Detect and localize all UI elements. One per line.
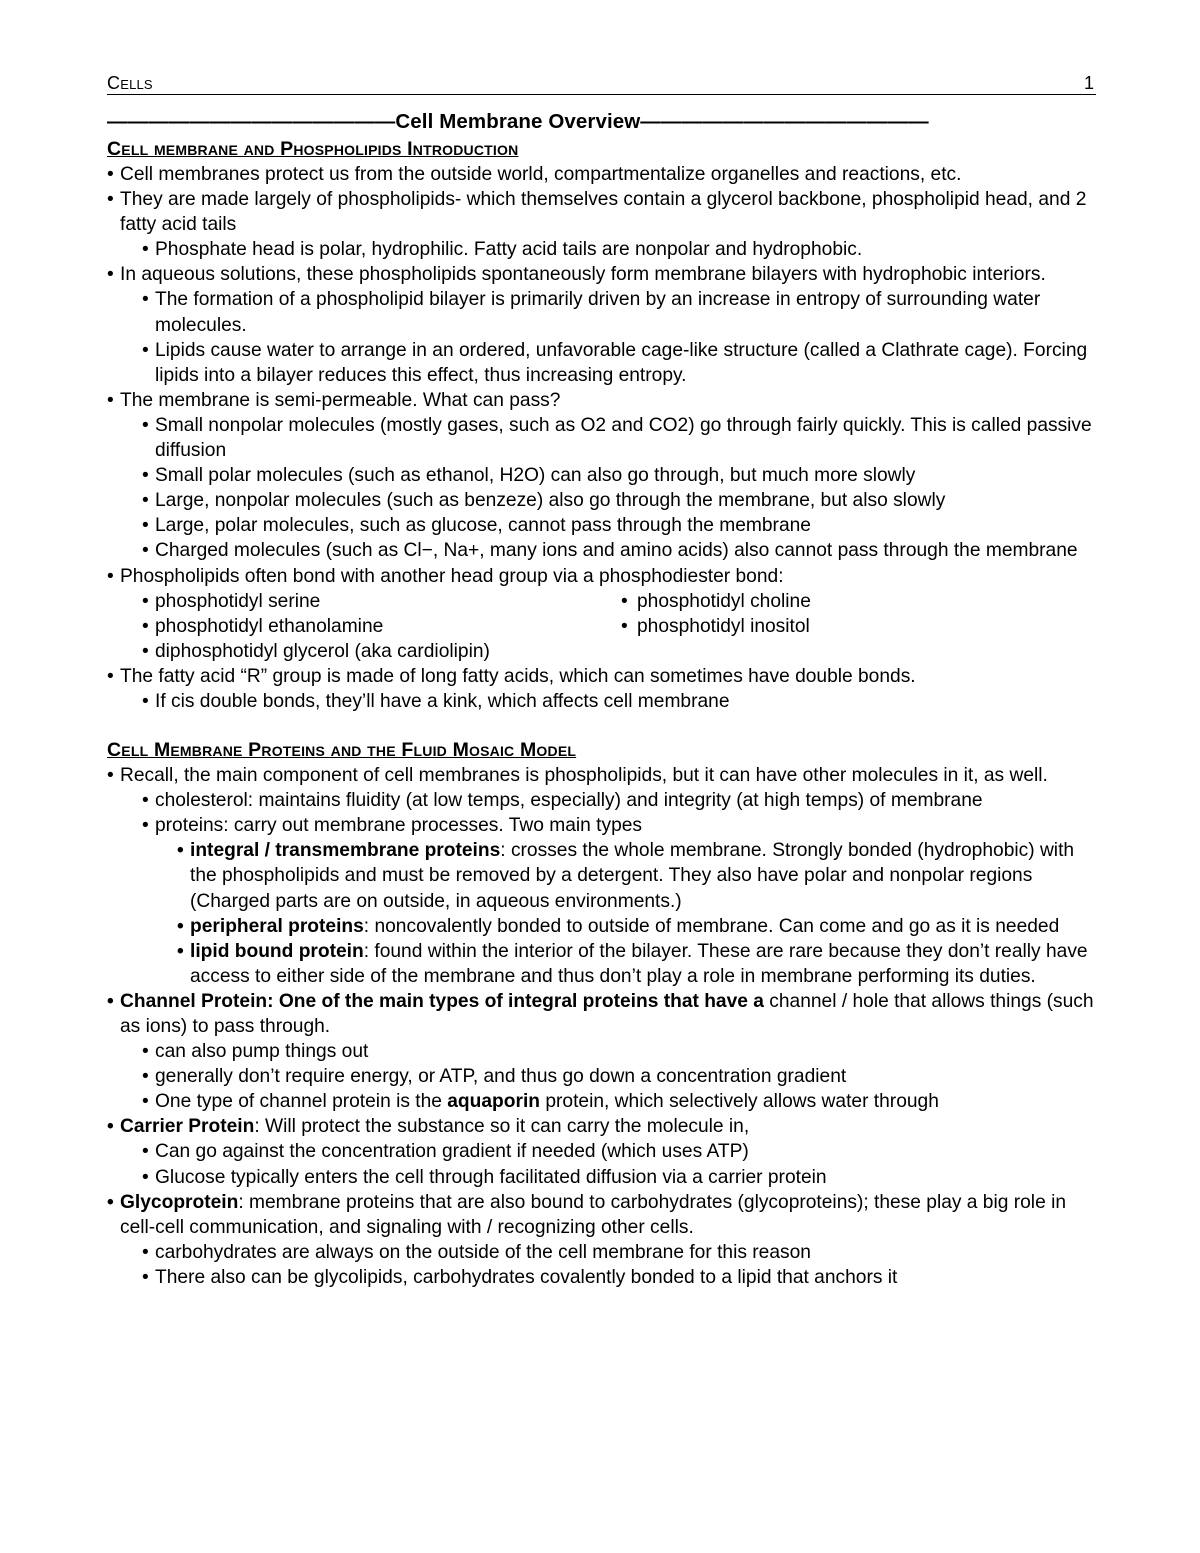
bullet-icon: • <box>142 590 149 612</box>
list-item: • In aqueous solutions, these phospholipids spontaneously form membrane bilayers with hydrophobic interiors. <box>107 262 1102 287</box>
list-item: • Recall, the main component of cell membranes is phospholipids, but it can have other molecules in it, as well. <box>107 763 1102 788</box>
bullet-icon: • <box>107 389 114 411</box>
bullet-icon: • <box>142 515 149 537</box>
list-item: • Phospholipids often bond with another head group via a phosphodiester bond: <box>107 564 1102 589</box>
bullet-icon: • <box>142 490 149 512</box>
bullet-icon: • <box>142 690 149 712</box>
bullet-icon: • <box>107 164 114 185</box>
list-item: • integral / transmembrane proteins: crosses the whole membrane. Strongly bonded (hydrophobic) with the phospholipids and must be removed by a detergent. They also have polar and nonpolar regions (Charged parts are on outside, in aqueous environments.) <box>177 840 1075 912</box>
term-peripheral: peripheral proteins <box>190 915 364 937</box>
list-item: • carbohydrates are always on the outside of the cell membrane for this reason <box>107 1240 1102 1265</box>
bullet-icon: • <box>142 1066 149 1088</box>
list-item: • The fatty acid “R” group is made of long fatty acids, which can sometimes have double bonds. <box>107 664 1102 689</box>
bullet-icon: • <box>142 1166 149 1188</box>
bullet-icon: • <box>142 465 149 487</box>
term-integral: integral / transmembrane proteins <box>190 840 501 862</box>
bullet-icon: • <box>142 289 149 311</box>
list-item: • lipid bound protein: found within the interior of the bilayer. These are rare because they don’t really have access to either side of the membrane and thus don’t play a role in membrane performing its duties. <box>177 940 1088 987</box>
list-item: • Charged molecules (such as Cl−, Na+, many ions and amino acids) also cannot pass through the membrane <box>107 538 1102 563</box>
section-heading-membrane-proteins: Cell Membrane Proteins and the Fluid Mosaic Model <box>107 739 577 762</box>
document-title: ——————————————Cell Membrane Overview—————————————— <box>107 110 929 133</box>
bullet-icon: • <box>107 765 114 787</box>
bullet-icon: • <box>107 1116 114 1138</box>
list-item: • Channel Protein: One of the main types of integral proteins that have a channel / hole that allows things (such as ions) to pass through. <box>107 990 1094 1037</box>
page-number: 1 <box>1083 73 1094 93</box>
bullet-icon: • <box>142 339 149 361</box>
list-item: • One type of channel protein is the aquaporin protein, which selectively allows water through <box>107 1089 1102 1114</box>
bullet-icon: • <box>142 540 149 562</box>
list-item: • Can go against the concentration gradient if needed (which uses ATP) <box>107 1139 1102 1164</box>
list-item: • phosphotidyl inositol <box>621 614 810 639</box>
term-channel-protein: Channel Protein: One of the main types of integral proteins that have a <box>120 990 764 1012</box>
bullet-icon: • <box>142 615 149 637</box>
bullet-icon: • <box>142 1141 149 1163</box>
term-glycoprotein: Glycoprotein <box>120 1191 239 1213</box>
list-item: • cholesterol: maintains fluidity (at low temps, especially) and integrity (at high temps) of membrane <box>107 788 1102 813</box>
bullet-icon: • <box>177 940 184 962</box>
term-aquaporin: aquaporin <box>447 1091 541 1113</box>
bullet-icon: • <box>621 615 628 637</box>
bullet-icon: • <box>107 189 114 211</box>
head-group-list <box>107 589 1102 614</box>
bullet-icon: • <box>142 1091 149 1113</box>
bullet-icon: • <box>107 665 114 687</box>
list-item: • The formation of a phospholipid bilayer is primarily driven by an increase in entropy of surrounding water molecules. <box>142 289 1041 336</box>
list-item: • Large, nonpolar molecules (such as benzeze) also go through the membrane, but also slowly <box>107 488 1102 513</box>
list-item: • phosphotidyl ethanolamine <box>107 614 621 639</box>
running-header <box>107 72 1096 95</box>
list-item: • phosphotidyl choline <box>621 589 811 614</box>
bullet-icon: • <box>621 590 628 612</box>
list-item: • phosphotidyl serine <box>107 589 621 614</box>
list-item: • Small nonpolar molecules (mostly gases, such as O2 and CO2) go through fairly quickly. This is called passive diffusion <box>142 414 1092 462</box>
list-item: • Lipids cause water to arrange in an ordered, unfavorable cage-like structure (called a Clathrate cage). Forcing lipids into a bilayer reduces this effect, thus increasing entropy. <box>142 339 1088 386</box>
term-lipid-bound: lipid bound protein <box>190 940 364 962</box>
bullet-icon: • <box>142 640 149 662</box>
bullet-icon: • <box>142 790 149 812</box>
list-item: • There also can be glycolipids, carbohydrates covalently bonded to a lipid that anchors it <box>107 1265 1102 1290</box>
bullet-icon: • <box>142 414 149 436</box>
list-item: • diphosphotidyl glycerol (aka cardiolipin) <box>107 639 1102 664</box>
list-item: • can also pump things out <box>107 1039 1102 1064</box>
list-item: • Glucose typically enters the cell through facilitated diffusion via a carrier protein <box>107 1165 1102 1190</box>
bullet-icon: • <box>177 840 184 862</box>
section-heading-phospholipids: Cell membrane and Phospholipids Introduction <box>107 138 519 160</box>
bullet-icon: • <box>142 1241 149 1263</box>
list-item: • Phosphate head is polar, hydrophilic. Fatty acid tails are nonpolar and hydrophobic. <box>107 237 1102 262</box>
bullet-icon: • <box>107 1191 114 1213</box>
list-item: • peripheral proteins: noncovalently bonded to outside of membrane. Can come and go as it is needed <box>107 914 1102 939</box>
bullet-icon: • <box>107 990 114 1012</box>
head-group-list <box>107 614 1102 639</box>
list-item: • generally don’t require energy, or ATP, and thus go down a concentration gradient <box>107 1064 1102 1089</box>
list-item: • The membrane is semi-permeable. What can pass? <box>107 388 1102 413</box>
bullet-icon: • <box>142 815 149 837</box>
term-carrier-protein: Carrier Protein <box>120 1116 255 1138</box>
bullet-icon: • <box>142 1041 149 1063</box>
list-item: • Large, polar molecules, such as glucose, cannot pass through the membrane <box>107 513 1102 538</box>
list-item: • proteins: carry out membrane processes. Two main types <box>107 813 1102 838</box>
bullet-icon: • <box>107 565 114 587</box>
header-title: Cells <box>107 73 153 93</box>
bullet-icon: • <box>142 1266 149 1288</box>
list-item: • If cis double bonds, they’ll have a kink, which affects cell membrane <box>107 689 1102 714</box>
bullet-icon: • <box>107 264 114 286</box>
list-item: • Small polar molecules (such as ethanol, H2O) can also go through, but much more slowly <box>107 463 1102 488</box>
list-item: • Glycoprotein: membrane proteins that are also bound to carbohydrates (glycoproteins); these play a big role in cell-cell communication, and signaling with / recognizing other cells. <box>107 1191 1067 1238</box>
bullet-icon: • <box>177 915 184 937</box>
list-item: • Carrier Protein: Will protect the substance so it can carry the molecule in, <box>107 1114 1102 1139</box>
bullet-icon: • <box>142 239 149 261</box>
list-item: • Cell membranes protect us from the outside world, compartmentalize organelles and reactions, etc. <box>107 162 1102 187</box>
list-item: • They are made largely of phospholipids- which themselves contain a glycerol backbone, phospholipid head, and 2 fatty acid tails <box>107 189 1087 236</box>
document-body <box>107 108 1102 1290</box>
